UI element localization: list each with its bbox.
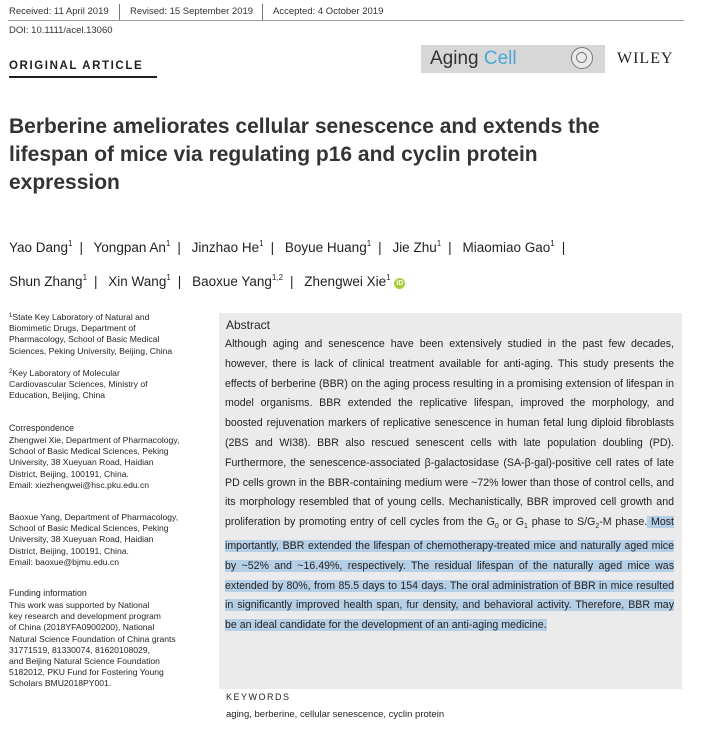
author-name[interactable]: Shun Zhang$^1$ [9,273,88,289]
header-separator [262,4,263,21]
author-name[interactable]: Yao Dang$^1$ [9,239,73,255]
abstract-body: Although aging and senescence have been extensively studied in the past few decades, however, there is lack of clinical treatment available for anti-aging. This study presents the effects of berberine (BBR) on the aging process resulting in a promising extension of lifespan in model organisms. BBR extended the replicative lifespan, improved the morphology, and boosted rejuvenation markers of replicative senescence in human fetal lung diploid fibroblasts (2BS and WI38). BBR also rescued senescent cells with late population doubling (PD). Furthermore, the senescence-associated β-galactosidase (SA-β-gal)-positive cell rates of late PD cells grown in the BBR-containing medium were ~72% lower than those of control cells, and its morphology resembled that of young cells. Mechanistically, BBR improved cell growth and proliferation by promoting entry of cell cycles from the $G_0$ or $G_1$ phase to $S/G_2-M$ phase. Most importantly, BBR extended the lifespan of chemotherapy-treated mice and naturally aged mice by ~52% and ~16.49%, respectively. The residual lifespan of the naturally aged mice was extended by 80%, from 85.5 days to 154 days. The oral administration of BBR in mice resulted in significantly improved health span, fur density, and behavioral activity. Therefore, BBR may be an ideal candidate for the development of an anti-aging medicine. [225,338,675,632]
email-link[interactable]: Email: baoxue@bjmu.edu.cn [9,556,119,567]
keywords-heading: KEYWORDS [226,692,291,702]
affiliation-2: $^2$Key Laboratory of Molecular Cardiovascular Sciences, Ministry of Education, Beijing, China [9,368,148,401]
funding-heading: Funding information [9,588,87,598]
correspondence-block-2: Baoxue Yang, Department of Pharmacology, School of Basic Medical Sciences, Peking University, 38 Xueyuan Road, Haidian District, Beijing, 100191, China. Email: baoxue@bjmu.edu.cn [9,512,179,567]
author-name[interactable]: Zhengwei Xie$^1$ [304,273,391,289]
correspondence-heading: Correspondence [9,423,75,433]
accepted-date: Accepted: 4 October 2019 [273,6,384,17]
author-name[interactable]: Jie Zhu$^1$ [392,239,442,255]
article-title: Berberine ameliorates cellular senescence and extends the lifespan of mice via regulating p16 and cyclin protein expression [9,115,600,194]
journal-name: Aging Cell [430,48,517,69]
publisher-logo[interactable]: WILEY [617,50,674,67]
author-name[interactable]: Yongpan An$^1$ [93,239,171,255]
highlighted-text[interactable]: Most importantly, BBR extended the lifespan of chemotherapy-treated mice and naturally aged mice by ~52% and ~16.49%, respectively. The residual lifespan of the naturally aged mice was extended by 80%, from 85.5 days to 154 days. The oral administration of BBR in mice resulted in significantly improved health span, fur density, and behavioral activity. Therefore, BBR may be an ideal candidate for the development of an anti-aging medicine. [225,516,675,632]
correspondence-block-1: Zhengwei Xie, Department of Pharmacology, School of Basic Medical Sciences, Peking University, 38 Xueyuan Road, Haidian District, Beijing, 100191, China. Email: xiezhengwei@hsc.pku.edu.cn [9,435,180,490]
article-type-underline [9,76,157,78]
author-list: Yao Dang$^1$ | Yongpan An$^1$ | Jinzhao He$^1$ | Boyue Huang$^1$ | Jie Zhu$^1$ | Miaomiao Gao$^1$ | Shun Zhang$^1$ | Xin Wang$^1$ | Baoxue Yang$^{1,2}$ | Zhengwei Xie$^1$ iD [9,239,566,289]
abstract-panel [219,313,682,689]
doi-link[interactable]: DOI: 10.1111/acel.13060 [9,25,113,36]
header-separator [119,4,120,21]
email-link[interactable]: Email: xiezhengwei@hsc.pku.edu.cn [9,479,150,490]
header-rule [8,20,684,21]
author-name[interactable]: Baoxue Yang$^{1,2}$ [192,273,284,289]
author-name[interactable]: Jinzhao He$^1$ [191,239,264,255]
author-name[interactable]: Boyue Huang$^1$ [284,239,372,255]
article-type-label: ORIGINAL ARTICLE [9,60,144,72]
orcid-icon[interactable]: iD [396,280,404,287]
abstract-heading: Abstract [226,318,271,332]
author-name[interactable]: Xin Wang$^1$ [108,273,171,289]
funding-text: This work was supported by National key research and development program of China (2018YFA0900200), National Natural Science Foundation of China grants 31771519, 81330074, 81620108029, and Beijing Natural Science Foundation 5182012, PKU Fund for Fostering Young Scholars BMU2018PY001. [9,600,176,689]
received-date: Received: 11 April 2019 [9,6,109,17]
affiliation-1: $^1$State Key Laboratory of Natural and Biomimetic Drugs, Department of Pharmacology, School of Basic Medical Sciences, Peking University, Beijing, China [9,312,173,356]
keywords-list: aging, berberine, cellular senescence, cyclin protein [226,709,445,720]
author-name[interactable]: Miaomiao Gao$^1$ [462,239,555,255]
journal-logo[interactable] [421,45,605,73]
revised-date: Revised: 15 September 2019 [130,6,254,17]
journal-seal-icon [571,47,593,69]
